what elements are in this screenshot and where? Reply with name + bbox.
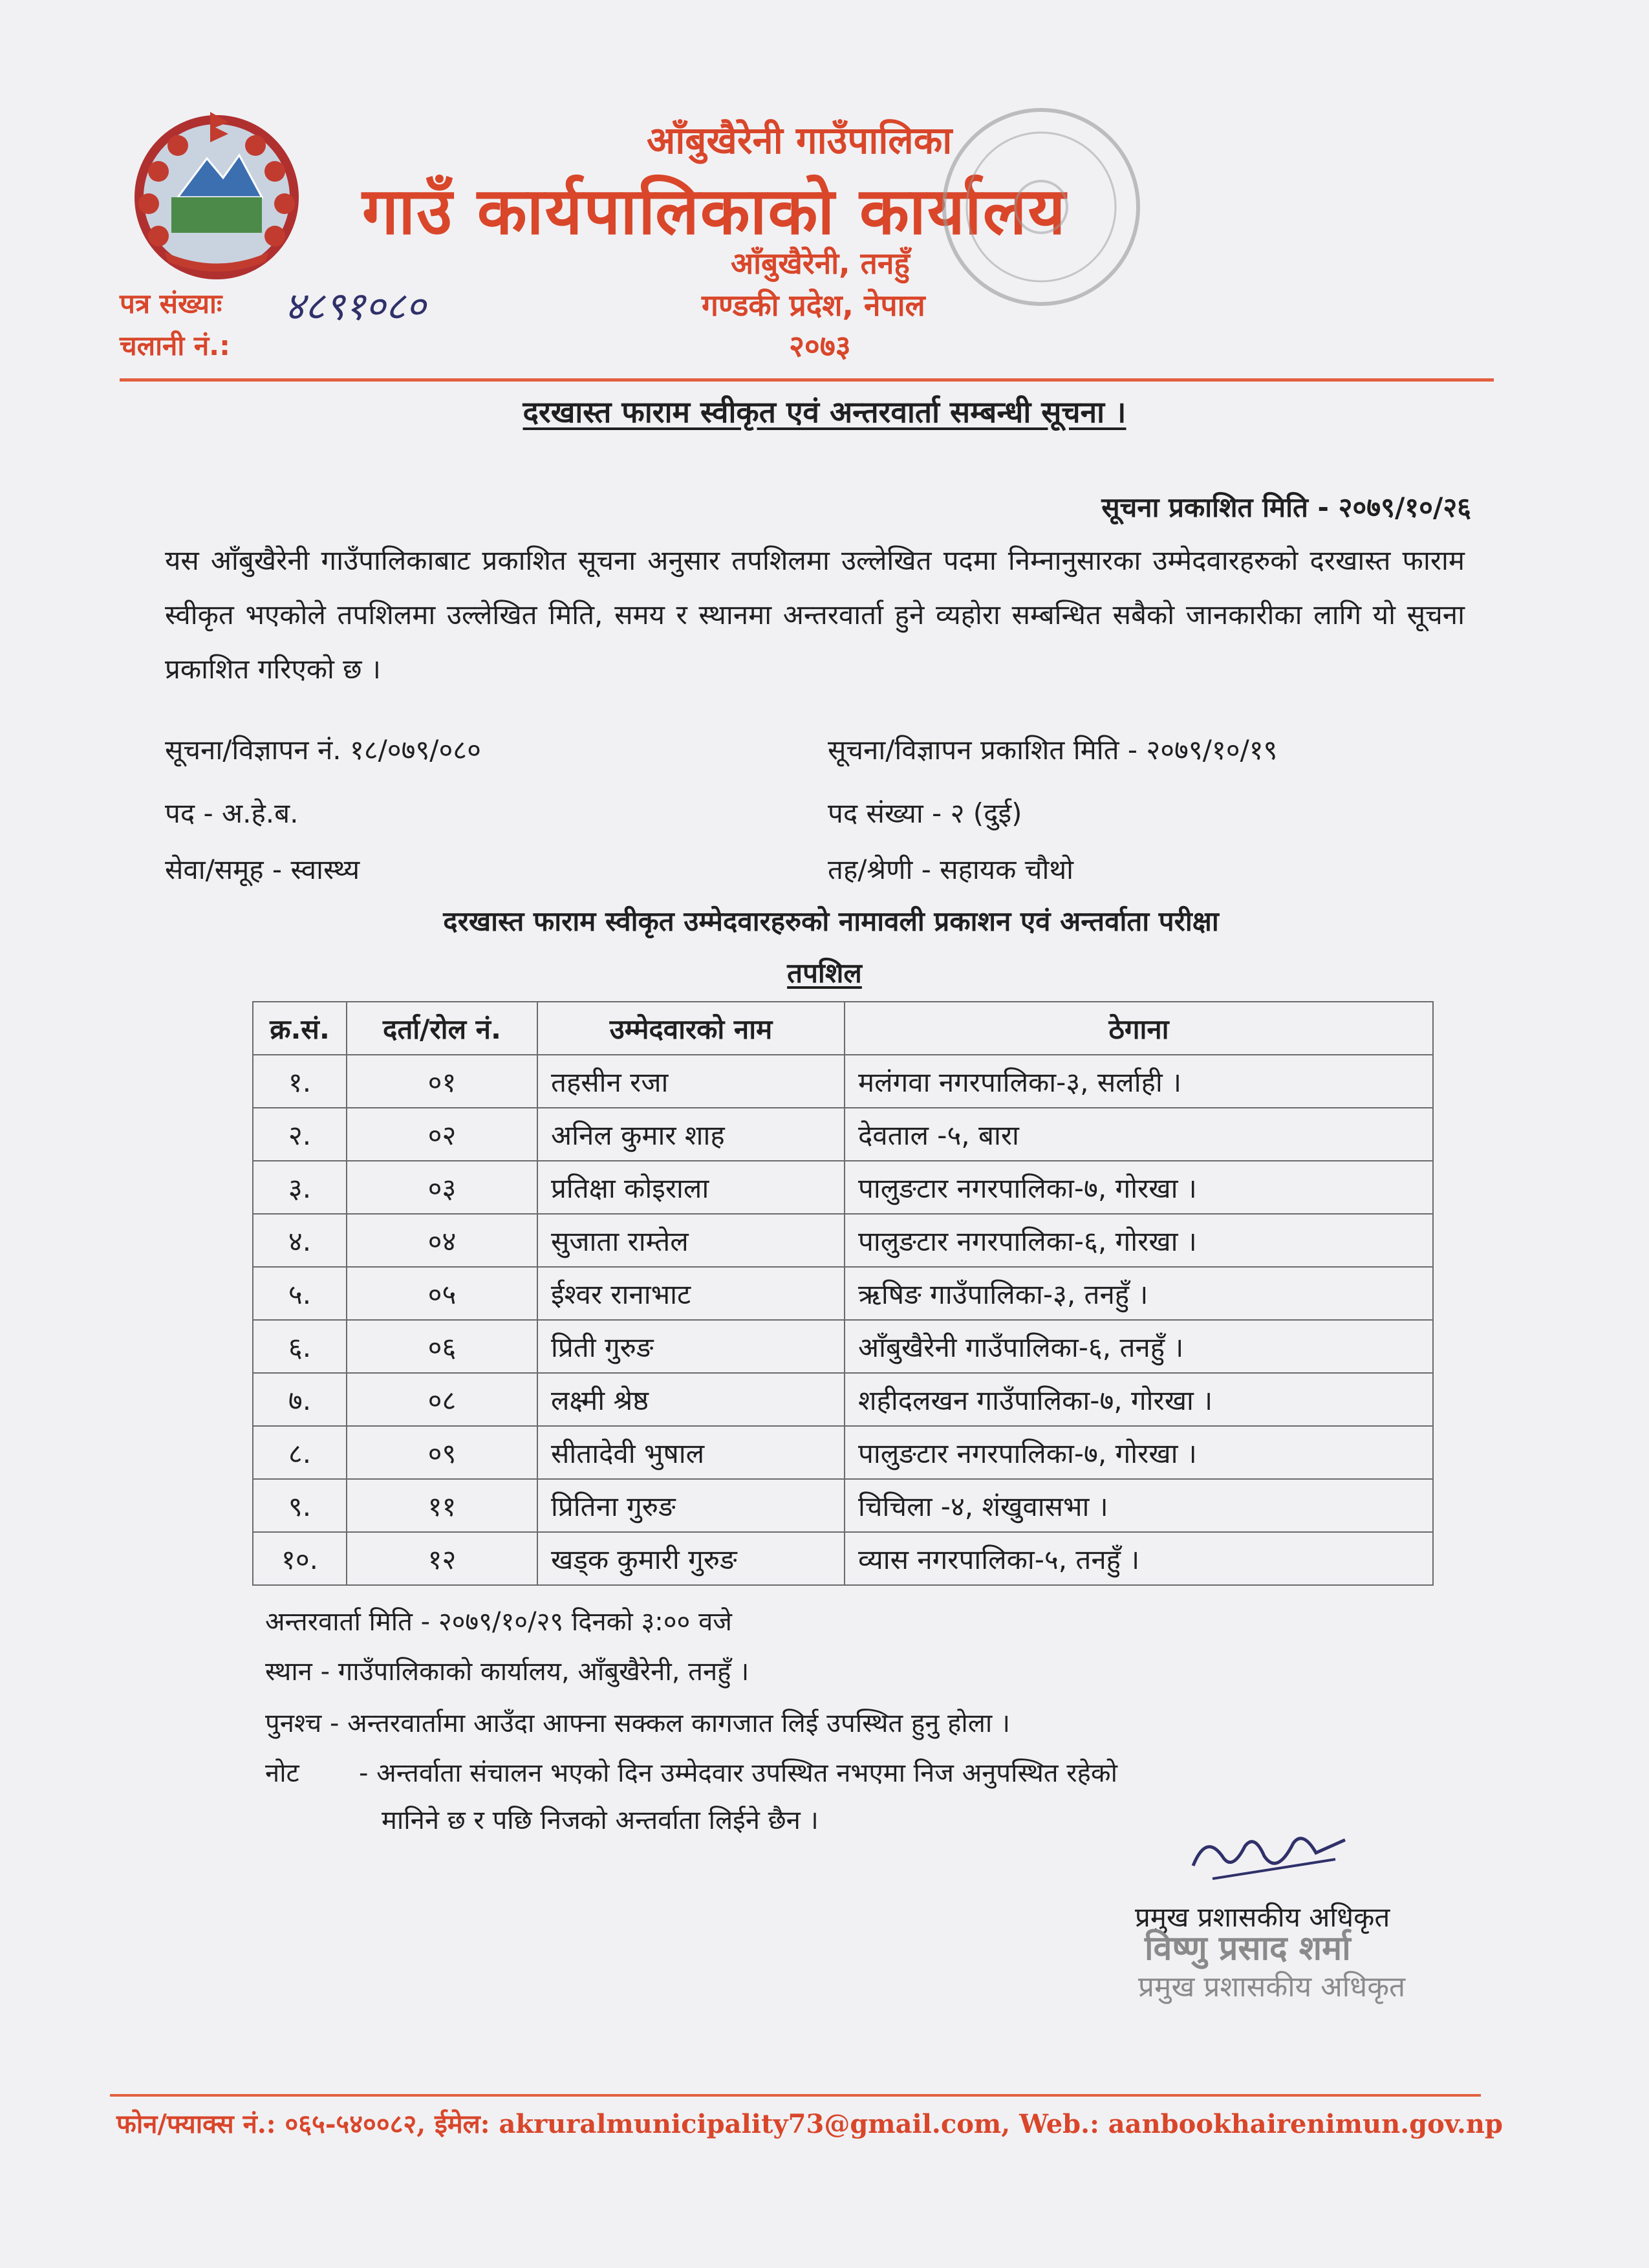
roll-cell: ०१ [347, 1055, 537, 1108]
roll-cell: ०५ [347, 1267, 537, 1320]
notice-date: सूचना/विज्ञापन प्रकाशित मिति - २०७९/१०/१९ [828, 734, 1278, 766]
name-cell: तहसीन रजा [537, 1055, 845, 1108]
level: तह/श्रेणी - सहायक चौथो [828, 854, 1074, 885]
name-cell: प्रितिना गुरुङ [537, 1479, 845, 1532]
post-name: पद - अ.हे.ब. [165, 797, 299, 829]
note-line-2: मानिने छ र पछि निजको अन्तर्वाता लिईने छैन । [382, 1806, 819, 1835]
col-roll-header: दर्ता/रोल नं. [347, 1002, 537, 1055]
post-count: पद संख्या - २ (दुई) [828, 797, 1022, 829]
note-label: नोट [265, 1758, 299, 1788]
serial-cell: ५. [253, 1267, 347, 1320]
interview-date: अन्तरवार्ता मिति - २०७९/१०/२९ दिनको ३:०० वजे [265, 1607, 732, 1637]
address-cell: पालुङटार नगरपालिका-६, गोरखा । [845, 1214, 1433, 1267]
address-cell: मलंगवा नगरपालिका-३, सर्लाही । [845, 1055, 1433, 1108]
header-office-name: गाउँ कार्यपालिकाको कार्यालय [362, 173, 1067, 249]
serial-cell: २. [253, 1108, 347, 1161]
office-stamp-icon [931, 97, 1151, 362]
address-cell: पालुङटार नगरपालिका-७, गोरखा । [845, 1161, 1433, 1214]
table-row [253, 1214, 1433, 1267]
serial-cell: ७. [253, 1373, 347, 1426]
col-address-header: ठेगाना [845, 1002, 1433, 1055]
roll-cell: ११ [347, 1479, 537, 1532]
contact-info: फोन/फ्याक्स नं.: ०६५-५४००८२, ईमेल: akruralmunicipality73@gmail.com, Web.: aanbookhairenimun.gov.np [116, 2109, 1503, 2139]
name-cell: खड्क कुमारी गुरुङ [537, 1532, 845, 1585]
address-cell: देवताल -५, बारा [845, 1108, 1433, 1161]
header-province: गण्डकी प्रदेश, नेपाल [702, 288, 925, 323]
footer-divider [110, 2094, 1481, 2097]
name-cell: अनिल कुमार शाह [537, 1108, 845, 1161]
roll-cell: १२ [347, 1532, 537, 1585]
candidate-table [252, 1001, 1434, 1586]
name-cell: सुजाता राम्तेल [537, 1214, 845, 1267]
roll-cell: ०८ [347, 1373, 537, 1426]
table-row [253, 1320, 1433, 1373]
table-row [253, 1108, 1433, 1161]
note-line-1: - अन्तर्वाता संचालन भएको दिन उम्मेदवार उपस्थित नभएमा निज अनुपस्थित रहेको [359, 1758, 1117, 1788]
patra-label: पत्र संख्याः [120, 288, 222, 319]
table-row [253, 1373, 1433, 1426]
address-cell: आँबुखैरेनी गाउँपालिका-६, तनहुँ । [845, 1320, 1433, 1373]
handwritten-ref-number: ४८९१०८० [285, 284, 426, 329]
address-cell: शहीदलखन गाउँपालिका-७, गोरखा । [845, 1373, 1433, 1426]
roll-cell: ०३ [347, 1161, 537, 1214]
header-location: आँबुखैरेनी, तनहुँ [731, 246, 910, 281]
address-cell: पालुङटार नगरपालिका-७, गोरखा । [845, 1426, 1433, 1479]
table-row [253, 1267, 1433, 1320]
serial-cell: १. [253, 1055, 347, 1108]
postscript: पुनश्च - अन्तरवार्तामा आउँदा आफ्ना सक्कल कागजात लिई उपस्थित हुनु होला । [265, 1709, 1011, 1738]
notice-title: दरखास्त फाराम स्वीकृत एवं अन्तरवार्ता सम्बन्धी सूचना । [523, 394, 1126, 429]
table-row [253, 1055, 1433, 1108]
serial-cell: ६. [253, 1320, 347, 1373]
interview-place: स्थान - गाउँपालिकाको कार्यालय, आँबुखैरेनी, तनहुँ । [265, 1657, 749, 1687]
signatory-stamp-title: प्रमुख प्रशासकीय अधिकृत [1138, 1971, 1406, 2003]
signatory-title: प्रमुख प्रशासकीय अधिकृत [1135, 1901, 1390, 1933]
serial-cell: ९. [253, 1479, 347, 1532]
roll-cell: ०९ [347, 1426, 537, 1479]
notice-paragraph: यस आँबुखैरेनी गाउँपालिकाबाट प्रकाशित सूचना अनुसार तपशिलमा उल्लेखित पदमा निम्नानुसारका उम्मेदवारहरुको दरखास्त फाराम स्वीकृत भएकोले तपशिलमा उल्लेखित मिति, समय र स्थानमा अन्तरवार्ता हुने व्यहोरा सम्बन्धित सबैको जानकारीका लागि यो सूचना प्रकाशित गरिएको छ । [165, 545, 1465, 685]
notice-number: सूचना/विज्ञापन नं. १८/०७९/०८० [165, 734, 481, 766]
col-serial-header: क्र.सं. [253, 1002, 347, 1055]
publication-date: सूचना प्रकाशित मिति - २०७९/१०/२६ [1101, 491, 1471, 523]
table-subheading: दरखास्त फाराम स्वीकृत उम्मेदवारहरुको नामावली प्रकाशन एवं अन्तर्वाता परीक्षा [443, 905, 1219, 937]
name-cell: ईश्वर रानाभाट [537, 1267, 845, 1320]
service-group: सेवा/समूह - स्वास्थ्य [165, 854, 360, 885]
address-cell: ऋषिङ गाउँपालिका-३, तनहुँ । [845, 1267, 1433, 1320]
name-cell: सीतादेवी भुषाल [537, 1426, 845, 1479]
signature-icon [1187, 1820, 1355, 1892]
signatory-stamp-name: विष्णु प्रसाद शर्मा [1145, 1929, 1351, 1968]
header-divider [120, 378, 1494, 382]
name-cell: प्रिती गुरुङ [537, 1320, 845, 1373]
table-row [253, 1532, 1433, 1585]
serial-cell: ३. [253, 1161, 347, 1214]
nepal-emblem-icon [120, 107, 314, 281]
chalani-label: चलानी नं.: [120, 330, 230, 362]
roll-cell: ०६ [347, 1320, 537, 1373]
serial-cell: ४. [253, 1214, 347, 1267]
roll-cell: ०४ [347, 1214, 537, 1267]
serial-cell: १०. [253, 1532, 347, 1585]
name-cell: प्रतिक्षा कोइराला [537, 1161, 845, 1214]
header-year: २०७३ [789, 329, 851, 363]
name-cell: लक्ष्मी श्रेष्ठ [537, 1373, 845, 1426]
address-cell: व्यास नगरपालिका-५, तनहुँ । [845, 1532, 1433, 1585]
table-row [253, 1161, 1433, 1214]
tapsil-heading: तपशिल [787, 957, 862, 989]
address-cell: चिचिला -४, शंखुवासभा । [845, 1479, 1433, 1532]
col-name-header: उम्मेदवारको नाम [537, 1002, 845, 1055]
roll-cell: ०२ [347, 1108, 537, 1161]
table-row [253, 1426, 1433, 1479]
header-municipality-name: आँबुखैरेनी गाउँपालिका [647, 118, 953, 162]
table-header-row [253, 1002, 1433, 1055]
serial-cell: ८. [253, 1426, 347, 1479]
table-row [253, 1479, 1433, 1532]
